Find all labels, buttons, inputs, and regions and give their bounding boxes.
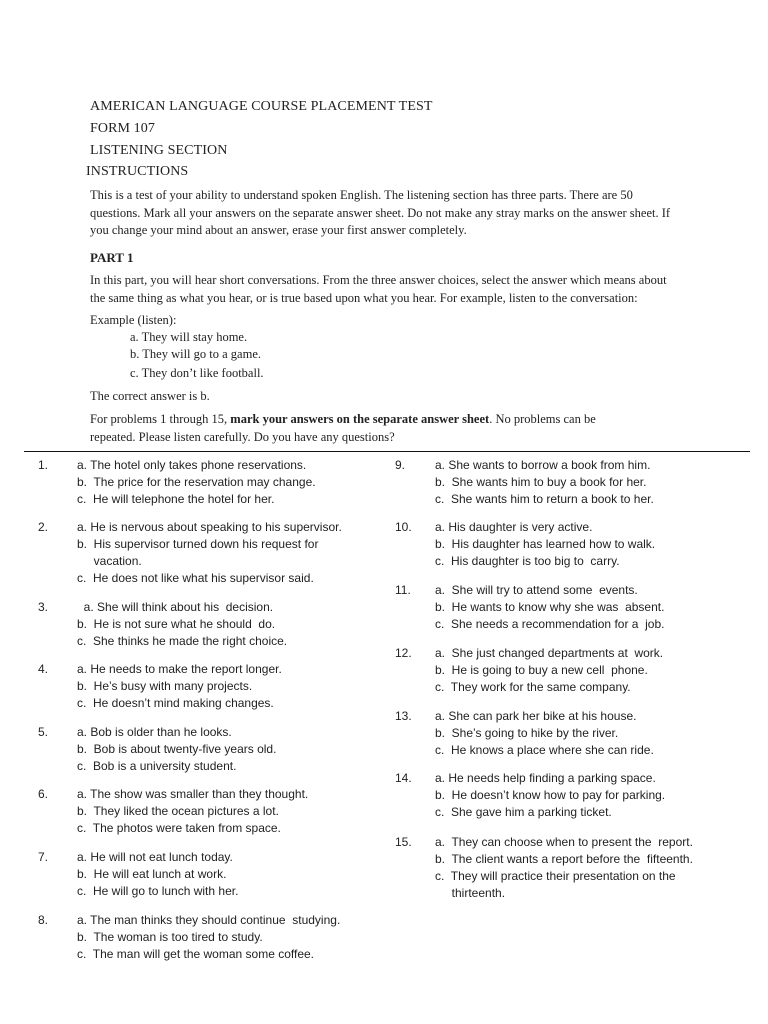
answer-option: c. She needs a recommendation for a job. (435, 617, 665, 631)
answer-option: c. The photos were taken from space. (77, 821, 281, 835)
question-number: 7. (38, 850, 49, 864)
answer-option: c. His daughter is too big to carry. (435, 554, 620, 568)
answer-option: b. She wants him to buy a book for her. (435, 475, 647, 489)
test-title: AMERICAN LANGUAGE COURSE PLACEMENT TEST (90, 99, 433, 114)
answer-option: c. He will telephone the hotel for her. (77, 492, 275, 506)
answer-option: b. Bob is about twenty-five years old. (77, 742, 277, 756)
answer-option: a. He is nervous about speaking to his supervisor. (77, 520, 342, 534)
example-option-b: b. They will go to a game. (130, 347, 261, 361)
question-number: 8. (38, 913, 49, 927)
answer-option: a. She just changed departments at work. (435, 646, 664, 660)
answer-option: c. She wants him to return a book to her. (435, 492, 654, 506)
answer-option: c. He does not like what his supervisor said. (77, 571, 314, 585)
answer-option: a. He needs help finding a parking space. (435, 771, 656, 785)
answer-option: b. He doesn’t know how to pay for parking. (435, 788, 666, 802)
correct-answer-note: The correct answer is b. (90, 389, 210, 403)
problems-post: . No problems can be repeated. Please listen carefully. Do you have any questions? (90, 412, 596, 444)
answer-option: vacation. (77, 554, 142, 568)
answer-option: a. She will try to attend some events. (435, 583, 638, 597)
part1-instructions: In this part, you will hear short conversations. From the three answer choices, select the answer which means about the same thing as what you hear, or is true based upon what you hear. For example, listen to the conversation: (90, 273, 667, 305)
answer-option: a. He needs to make the report longer. (77, 662, 282, 676)
section-divider (24, 451, 750, 452)
question-number: 3. (38, 600, 49, 614)
question-number: 9. (395, 458, 406, 472)
question-number: 14. (395, 771, 412, 785)
question-number: 10. (395, 520, 412, 534)
problems-pre: For problems 1 through 15, (90, 412, 231, 426)
answer-option: b. His supervisor turned down his request for (77, 537, 319, 551)
question-number: 6. (38, 787, 49, 801)
answer-option: a. She will think about his decision. (77, 600, 274, 614)
answer-option: a. They can choose when to present the report. (435, 835, 693, 849)
instructions-heading: INSTRUCTIONS (86, 164, 189, 179)
question-number: 4. (38, 662, 49, 676)
intro-paragraph: This is a test of your ability to understand spoken English. The listening section has three parts. There are 50 questions. Mark all your answers on the separate answer sheet. Do not make any stray marks on the answer sheet. If you change your mind about an answer, erase your first answer completely. (90, 188, 671, 237)
example-option-a: a. They will stay home. (130, 330, 248, 344)
answer-option: a. The show was smaller than they thought. (77, 787, 309, 801)
answer-option: b. The woman is too tired to study. (77, 930, 263, 944)
answer-option: c. The man will get the woman some coffee. (77, 947, 315, 961)
form-number: FORM 107 (90, 121, 155, 136)
answer-option: a. She wants to borrow a book from him. (435, 458, 651, 472)
answer-option: b. He is not sure what he should do. (77, 617, 276, 631)
answer-option: c. They work for the same company. (435, 680, 631, 694)
answer-option: c. He doesn’t mind making changes. (77, 696, 274, 710)
question-number: 11. (395, 583, 411, 597)
answer-option: a. He will not eat lunch today. (77, 850, 233, 864)
question-number: 5. (38, 725, 49, 739)
problems-instruction (90, 411, 610, 446)
question-number: 12. (395, 646, 412, 660)
answer-option: a. The hotel only takes phone reservations. (77, 458, 307, 472)
answer-option: c. He knows a place where she can ride. (435, 743, 654, 757)
answer-option: b. He wants to know why she was absent. (435, 600, 665, 614)
answer-option: b. The price for the reservation may change. (77, 475, 316, 489)
answer-option: thirteenth. (435, 886, 506, 900)
example-option-c: c. They don’t like football. (130, 366, 264, 380)
answer-option: c. She gave him a parking ticket. (435, 805, 612, 819)
answer-option: b. They liked the ocean pictures a lot. (77, 804, 279, 818)
answer-option: c. He will go to lunch with her. (77, 884, 239, 898)
section-title: LISTENING SECTION (90, 143, 228, 158)
question-number: 13. (395, 709, 412, 723)
question-number: 15. (395, 835, 412, 849)
answer-option: c. She thinks he made the right choice. (77, 634, 288, 648)
answer-option: c. Bob is a university student. (77, 759, 237, 773)
answer-option: b. The client wants a report before the fifteenth. (435, 852, 693, 866)
answer-option: b. He’s busy with many projects. (77, 679, 253, 693)
question-number: 2. (38, 520, 49, 534)
answer-option: b. His daughter has learned how to walk. (435, 537, 656, 551)
answer-option: a. Bob is older than he looks. (77, 725, 232, 739)
example-label: Example (listen): (90, 313, 177, 327)
part1-title: PART 1 (90, 250, 134, 265)
answer-option: b. She’s going to hike by the river. (435, 726, 619, 740)
answer-option: a. The man thinks they should continue studying. (77, 913, 341, 927)
answer-option: b. He is going to buy a new cell phone. (435, 663, 648, 677)
answer-option: a. She can park her bike at his house. (435, 709, 637, 723)
answer-option: c. They will practice their presentation on the (435, 869, 676, 883)
answer-option: b. He will eat lunch at work. (77, 867, 227, 881)
answer-option: a. His daughter is very active. (435, 520, 593, 534)
problems-bold: mark your answers on the separate answer sheet (230, 412, 490, 426)
question-number: 1. (38, 458, 49, 472)
